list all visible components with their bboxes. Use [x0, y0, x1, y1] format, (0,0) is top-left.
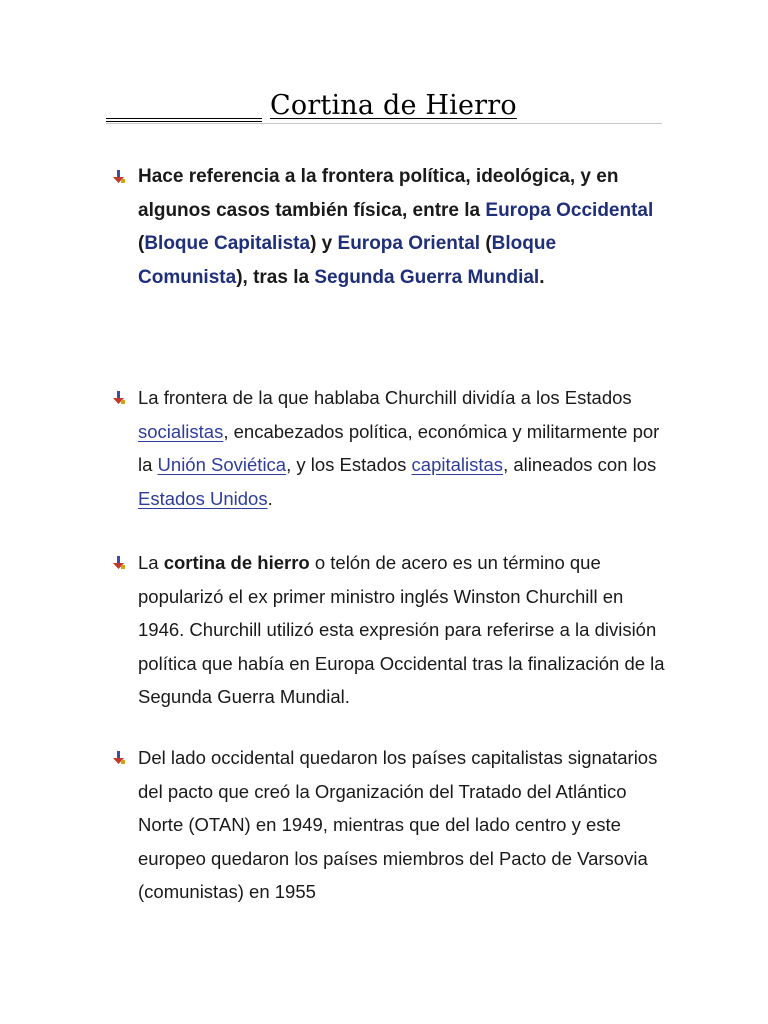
text-run: La: [138, 552, 164, 573]
heading-rule-left: [106, 118, 262, 119]
text-run: Del lado occidental quedaron los países capitalistas signatarios del pacto que creó la Organización del Tratado del Atlántico Norte (OTAN) en 1949, mientras que del lado centro y este europeo quedaron los países miembros del Pacto de Varsovia (comunistas) en 1955: [138, 747, 658, 902]
bullet-text: [138, 160, 668, 294]
text-link[interactable]: capitalistas: [411, 454, 504, 475]
heading-row: [106, 92, 662, 124]
text-link[interactable]: socialistas: [138, 420, 224, 442]
arrow-down-bullet-icon: [112, 391, 126, 405]
text-link[interactable]: Europa Occidental: [485, 199, 654, 221]
text-run: , alineados con los: [503, 454, 657, 475]
text-link[interactable]: Segunda Guerra Mundial: [314, 266, 540, 288]
text-run: (: [138, 233, 145, 254]
text-run: ), tras la: [236, 266, 315, 288]
text-link[interactable]: Unión Soviética: [157, 454, 287, 475]
text-run: ) y: [310, 233, 338, 254]
text-link[interactable]: Estados Unidos: [138, 487, 268, 509]
bullet-text: [138, 381, 668, 515]
text-run: o telón de acero es un término que popularizó el ex primer ministro inglés Winston Churchill en 1946. Churchill utilizó esta expresión para referirse a la división política que había en Europa Occidental tras la finalización de la Segunda Guerra Mundial.: [138, 552, 665, 707]
text-run: Hace referencia a la frontera política, ideológica, y en algunos casos también física, entre la: [138, 166, 619, 221]
arrow-down-bullet-icon: [112, 170, 126, 184]
text-link[interactable]: Europa Oriental: [337, 233, 481, 254]
arrow-down-bullet-icon: [112, 556, 126, 570]
text-run: (: [480, 233, 492, 254]
heading-rule-left-lower: [106, 121, 262, 122]
page-title: Cortina de Hierro: [270, 90, 517, 121]
bullet-text: [138, 546, 668, 714]
text-run: , y los Estados: [286, 454, 412, 475]
arrow-down-bullet-icon: [112, 751, 126, 765]
text-run: .: [267, 487, 273, 509]
heading-rule-bottom: [106, 123, 662, 124]
text-run: , encabezados política, económica y militarmente por la: [138, 420, 660, 475]
text-run: .: [539, 266, 545, 288]
text-run: La frontera de la que hablaba Churchill dividía a los Estados: [138, 387, 632, 408]
text-run: cortina de hierro: [163, 552, 310, 573]
text-link[interactable]: Bloque Capitalista: [144, 233, 311, 254]
bullet-text: [138, 741, 668, 909]
text-link[interactable]: Bloque Comunista: [138, 233, 557, 288]
